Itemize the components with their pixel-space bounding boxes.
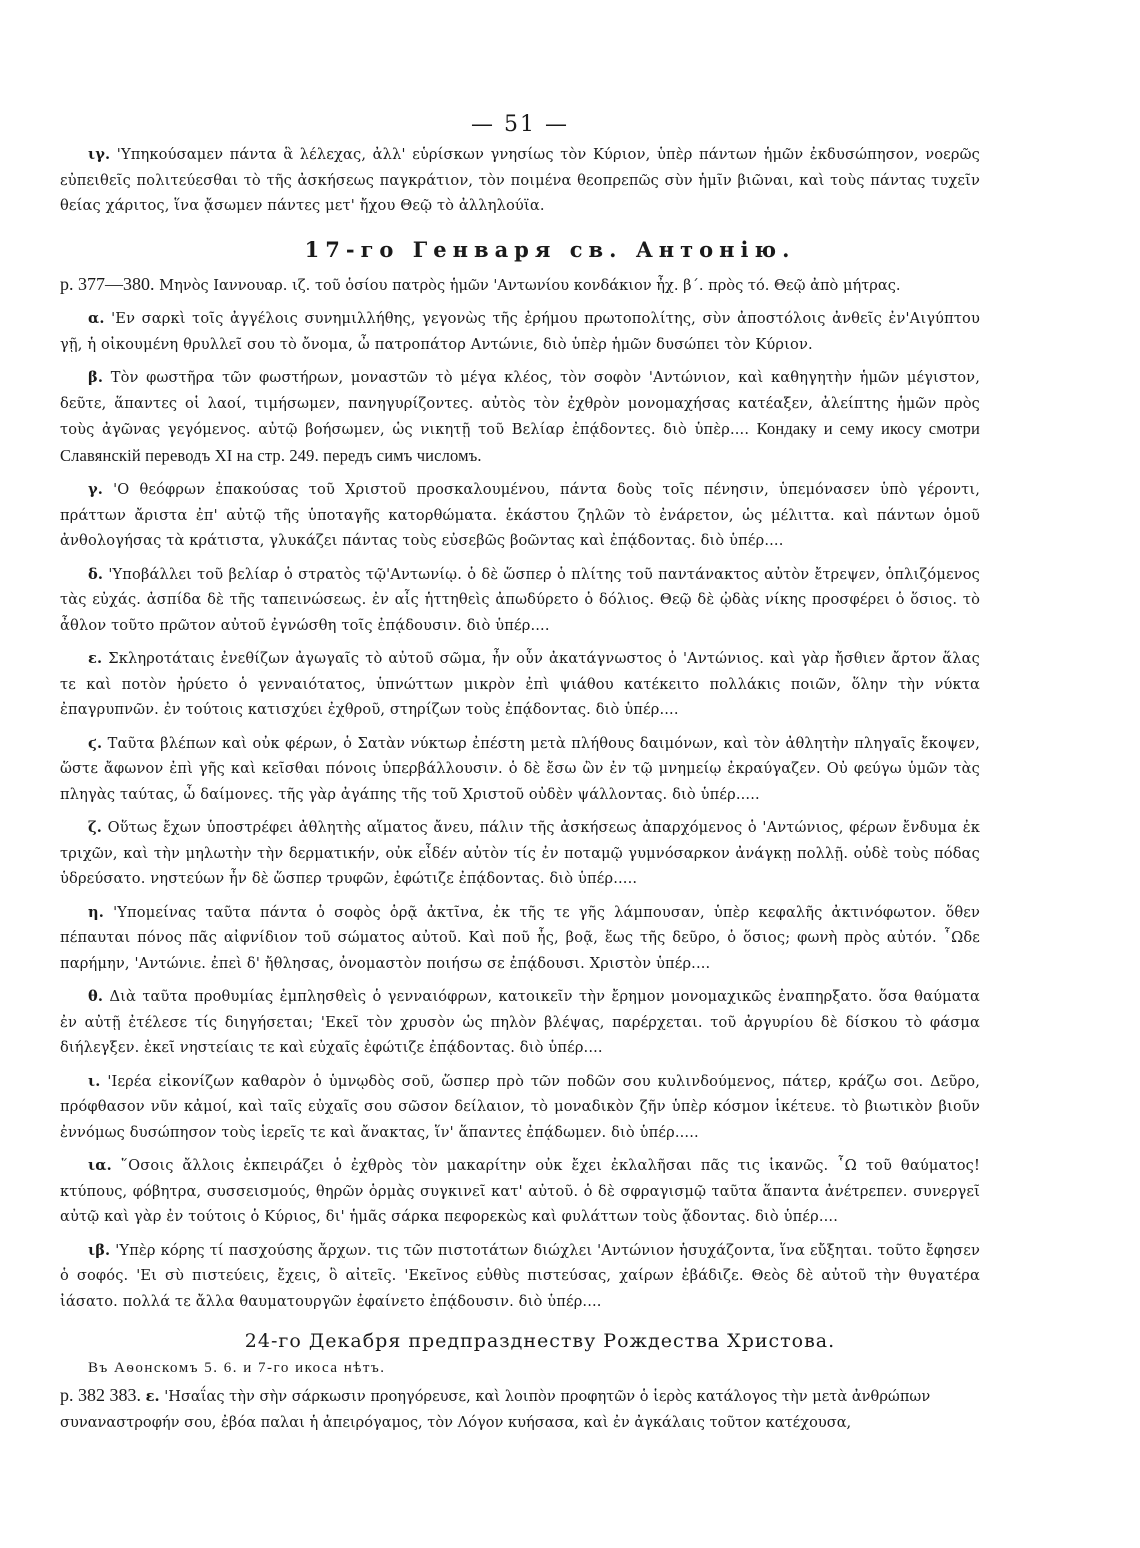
stanza-12 — [60, 1238, 980, 1315]
stanza-label: ε. — [145, 1388, 160, 1405]
stanza-text: 'Υπὲρ κόρης τί πασχούσης ἄρχων. τις τῶν πιστοτάτων διώχλει 'Αντώνιον ἡσυχάζοντα, ἵνα εὔξηται. τοῦτο ἔφησεν ὁ σοφός. 'Ει σὺ πιστεύεις, ἔχεις, ὃ αἰτεῖς. 'Εκεῖνος εὐθὺς πιστεύσας, χαίρων ἐβάδιζε. Θεὸς δὲ αὐτοῦ τὴν θυγατέρα ἰάσατο. πολλά τε ἄλλα θαυματουργῶν ἐφαίνετο ἐπᾴδουσιν. διὸ ὑπέρ.... — [60, 1241, 980, 1310]
stanza-10 — [60, 1069, 980, 1146]
stanza-5 — [60, 646, 980, 723]
stanza-text: 'Ησαΐας τὴν σὴν σάρκωσιν προηγόρευσε, καὶ λοιπὸν προφητῶν ὁ ἱερὸς κατάλογος τὴν μετὰ ἀνθρώπων συναναστροφήν σου, ἐβόα παλαι ἡ ἀπειρόγαμος, τὸν Λόγον κυήσασα, καὶ ἐν ἀγκάλαις τοῦτον κατέχουσα, — [60, 1388, 931, 1431]
page-number: — 51 — — [471, 112, 569, 137]
reference-text: Μηνὸς Ιαννουαρ. ιζ. τοῦ ὁσίου πατρὸς ἡμῶν 'Αντωνίου κονδάκιον ἦχ. β΄. πρὸς τό. Θεῷ ἀπὸ μήτρας. — [159, 276, 901, 294]
stanza-text: Τὸν φωστῆρα τῶν φωστήρων, μοναστῶν τὸ μέγα κλέος, τὸν σοφὸν 'Αντώνιον, καὶ καθηγητὴν ἡμῶν μέγιστον, δεῦτε, ἅπαντες οἱ λαοί, τιμήσωμεν, πανηγυρίζοντες. αὐτὸς τὸν ἐχθρὸν μονομαχήσας κατέαξεν, ἀλείπτης ἡμῶν πρὸς τοὺς ἀγῶνας γεγόμενος. αὐτῷ βοήσωμεν, ὡς νικητῇ τοῦ Βελίαρ ἐπᾴδοντες. διὸ ὑπὲρ.... — [60, 369, 980, 438]
stanza-text: Ταῦτα βλέπων καὶ οὐκ φέρων, ὁ Σατὰν νύκτωρ ἐπέστη μετὰ πλήθους δαιμόνων, καὶ τὸν ἀθλητὴν πληγαῖς ἔκοψεν, ὥστε ἄφωνον ἐπὶ γῆς καὶ κεῖσθαι πόνοις ὑπερβάλλουσιν. ὁ δὲ ἔσω ὢν ἐν τῷ μνημείῳ ἐκραύγαζεν. Οὐ φεύγω ὑμῶν τὰς πληγὰς ταύτας, ὦ δαίμονες. τῆς γὰρ ἀγάπης τῆς τοῦ Χριστοῦ οὐδὲν ψάλλοντας. διὸ ὑπέρ..... — [60, 734, 980, 803]
stanza-9 — [60, 984, 980, 1061]
stanza-4 — [60, 562, 980, 639]
stanza-13 — [60, 142, 980, 219]
stanza-label: δ. — [88, 565, 104, 583]
page-reference: р. 377—380. — [60, 273, 155, 294]
stanza-text: 'Ο θεόφρων ἐπακούσας τοῦ Χριστοῦ προσκαλουμένου, πάντα δοὺς τοῖς πένησιν, ὑπεμόνασεν ὑπὸ γέροντι, πράττων ἄριστα ἐπ' αὐτῷ τῆς ὑποταγῆς κατορθώματα. ἑκάστου ζηλῶν τὸ ἐνάρετον, ὡς μέλιττα. καὶ πάντων ὁμοῦ ἀνθολογήσας τὰ κράτιστα, γλυκάζει πάντας τοὺς εὐσεβῶς βοῶντας καὶ ἐπᾴδοντας. διὸ ὑπέρ.... — [60, 481, 980, 549]
section-heading-christmas: 24-го Декабря предпразднеству Рождества Христова. — [244, 1330, 836, 1352]
stanza-label: ϛ. — [88, 734, 103, 752]
stanza-text: Οὕτως ἔχων ὑποστρέφει ἀθλητὴς αἵματος ἄνευ, πάλιν τῆς ἀσκήσεως ἀπαρχόμενος ὁ 'Αντώνιος, φέρων ἔνδυμα ἐκ τριχῶν, καὶ τὴν μηλωτὴν τὴν δερματικήν, οὐκ εἶδέν αὐτὸν τίς ἐν ποταμῷ γυμνόσαρκον ἀνάγκῃ πολλῇ. οὐδὲ τοὺς πόδας ὑδρεύσατο. νηστεύων ἦν δὲ ὥσπερ τρυφῶν, ἐφώτιζε ἐπᾴδοντας. διὸ ὑπέρ..... — [60, 819, 980, 887]
reference-line-antony — [60, 272, 980, 299]
stanza-label: θ. — [88, 988, 104, 1005]
stanza-text: 'Υποβάλλει τοῦ βελίαρ ὁ στρατὸς τῷ'Αντωνίῳ. ὁ δὲ ὥσπερ ὁ πλίτης τοῦ παντάνακτος αὐτὸν ἔτρεψεν, ὁπλιζόμενος τὰς εὐχάς. ἀσπίδα δὲ τῆς ταπεινώσεως. ἐν αἷς ἡττηθεὶς ἀπωδύρετο ὁ δόλιος. Θεῷ δὲ ᾠδὰς νίκης προσφέρει ὁ ὅσιος. τὸ ἆθλον τοῦτο πρῶτον αὐτοῦ ἐγνώσθη τοῖς ἐπᾴδουσιν. διὸ ὑπέρ.... — [60, 565, 980, 634]
stanza-label: β. — [88, 369, 104, 386]
stanza-1 — [60, 306, 980, 357]
stanza-label: γ. — [88, 481, 104, 498]
stanza-11 — [60, 1153, 980, 1230]
stanza-6 — [60, 731, 980, 808]
stanza-text: Σκληροτάταις ἐνεθίζων ἀγωγαῖς τὸ αὐτοῦ σῶμα, ἦν οὖν ἀκατάγνωστος ὁ 'Αντώνιος. καὶ γὰρ ἤσθιεν ἄρτον ἅλας τε καὶ ποτὸν ἠρύετο ὁ γενναιότατος, ὑπνώττων μικρὸν ἐπὶ ψιάθου κατέκειτο πολλάκις ποιῶν, ὅλην τὴν νύκτα ἐπαγρυπνῶν. ἐν τούτοις κατισχύει ἐχθροῦ, στηρίζων τοὺς ἐπᾴδοντας. διὸ ὑπέρ.... — [60, 650, 980, 718]
slavonic-note: Кондаку и сему икосу смотри Славянскiй переводъ XI на стр. 249. передъ симъ числомъ. — [60, 419, 980, 465]
stanza-7 — [60, 815, 980, 892]
stanza-text: 'Υπομείνας ταῦτα πάντα ὁ σοφὸς ὁρᾷ ἀκτῖνα, ἐκ τῆς τε γῆς λάμπουσαν, ὑπὲρ κεφαλῆς ἀκτινόφωτον. ὅθεν πέπαυται πόνος πᾶς αἰφνίδιον τοῦ σώματος αὐτοῦ. Καὶ ποῦ ἧς, βοᾷ, ἕως τῆς δεῦρο, ὁ ὅσιος; φωνὴ πρὸς αὐτόν. ῟Ωδε παρήμην, 'Αντώνιε. ἐπεὶ δ' ἤθλησας, ὀνομαστὸν ποιήσω σε ἐπᾴδουσι. Χριστὸν ὑπέρ.... — [60, 903, 980, 972]
stanza-text: 'Υπηκούσαμεν πάντα ἃ λέλεχας, ἀλλ' εὑρίσκων γνησίως τὸν Κύριον, ὑπὲρ πάντων ἡμῶν ἐκδυσώπησον, νοερῶς εὐπειθεῖς πολιτεύεσθαι τὸ τῆς ἀσκήσεως παγκράτιον, τὸν ποιμένα θεοπρεπῶς σὺν ἡμῖν βιῶναι, καὶ τοὺς πάντας τυχεῖν θείας χάριτος, ἵνα ᾄσωμεν πάντες μετ' ἤχου Θεῷ τὸ ἀλληλούϊα. — [60, 146, 980, 214]
stanza-label: α. — [88, 310, 105, 327]
stanza-label: ι. — [88, 1072, 101, 1090]
stanza-label: ιβ. — [88, 1241, 111, 1259]
stanza-text: Διὰ ταῦτα προθυμίας ἐμπλησθεὶς ὁ γενναιόφρων, κατοικεῖν τὴν ἔρημον μονομαχικῶς ἐναπηρξατο. ὅσα θαύματα ἐν αὐτῇ ἐτέλεσε τίς διηγήσεται; 'Εκεῖ τὸν χρυσὸν ὡς πηλὸν βλέψας, παρέρχεται. τοῦ ἀργυρίου δὲ δίσκου τὸ φάσμα διήλεγξεν. ἐκεῖ νηστείαις τε καὶ εὐχαῖς ἐφώτιζε ἐπᾴδοντας. διὸ ὑπέρ.... — [60, 988, 981, 1056]
page-reference: р. 382 383. — [60, 1385, 141, 1405]
stanza-label: ια. — [88, 1157, 112, 1174]
stanza-label: η. — [88, 903, 104, 921]
stanza-label: ζ. — [88, 819, 103, 836]
text-body — [60, 142, 980, 1443]
stanza-8 — [60, 900, 980, 977]
athos-note: Въ Аѳонскомъ 5. 6. и 7-го икоса нѣтъ. — [88, 1360, 386, 1376]
stanza-2 — [60, 365, 980, 469]
stanza-text: 'Ιερέα εἰκονίζων καθαρὸν ὁ ὑμνῳδὸς σοῦ, ὥσπερ πρὸ τῶν ποδῶν σου κυλινδούμενος, πάτερ, κράζω σοι. Δεῦρο, πρόφθασον νῦν κἀμοί, καὶ ταῖς εὐχαῖς σου σῶσον δείλαιον, τὸ μοναδικὸν ζῆν ὑπὲρ κόσμον ἱκέτευε. τὸ βιωτικὸν βιοῦν ἐννόμως δυσώπησον τοὺς ἱερεῖς τε καὶ ἄνακτας, ἵν' ἅπαντες ἐπᾴδωμεν. διὸ ὑπέρ..... — [60, 1072, 980, 1141]
reference-line-christmas — [60, 1383, 980, 1435]
stanza-text: ῞Οσοις ἄλλοις ἐκπειράζει ὁ ἐχθρὸς τὸν μακαρίτην οὐκ ἔχει ἐκλαλῆσαι πᾶς τις ἱκανῶς. ῟Ω τοῦ θαύματος! κτύπους, φόβητρα, συσσεισμούς, θηρῶν ὁρμὰς συγκινεῖ κατ' αὐτοῦ. ὁ δὲ σφραγισμῷ ταῦτα ἅπαντα ἀνέτρεπεν. συνεργεῖ αὐτῷ καὶ γὰρ ἐν τούτοις ὁ Κύριος, δι' ἡμᾶς σάρκα πεφορεκὼς καὶ φυλάττων τοὺς ᾄδοντας. διὸ ὑπέρ.... — [60, 1157, 980, 1225]
section-heading-antony: 17-го Генваря св. Антонiю. — [304, 236, 796, 262]
stanza-label: ε. — [88, 650, 103, 667]
stanza-3 — [60, 477, 980, 554]
stanza-text: 'Εν σαρκὶ τοῖς ἀγγέλοις συνημιλλήθης, γεγονὼς τῆς ἐρήμου πρωτοπολίτης, σὺν ἀποστόλοις ἀνθεῖς ἐν'Αιγύπτου γῇ, ἡ οἰκουμένη θρυλλεῖ σου τὸ ὄνομα, ὦ πατροπάτορ Αντώνιε, διὸ ὑπὲρ ἡμῶν δυσώπει τὸν Κύριον. — [60, 310, 981, 353]
stanza-label: ιγ. — [88, 146, 111, 163]
